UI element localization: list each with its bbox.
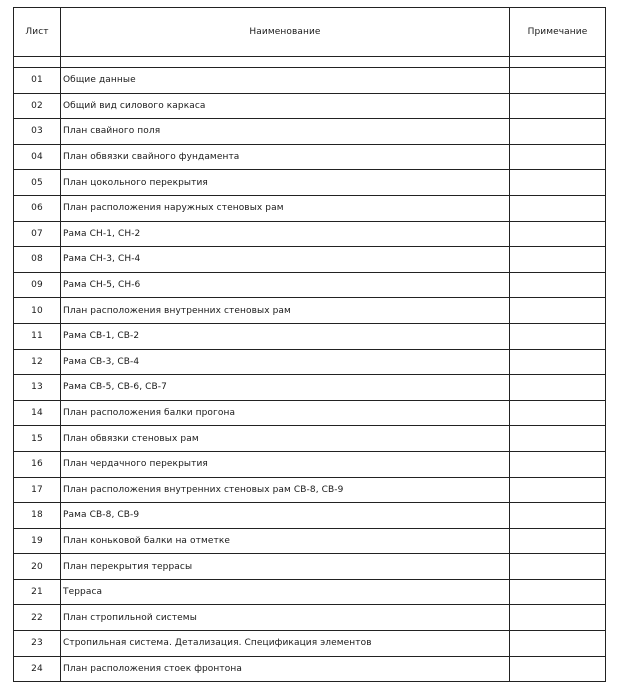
table-header <box>14 8 606 57</box>
cell-note <box>510 144 606 170</box>
cell-note <box>510 221 606 247</box>
top-edge-mark <box>248 0 308 2</box>
cell-sheet-title: Общие данные <box>61 68 510 94</box>
cell-note <box>510 631 606 657</box>
cell-sheet-number: 11 <box>14 323 61 349</box>
table-row <box>14 68 606 94</box>
cell-sheet-title: План цокольного перекрытия <box>61 170 510 196</box>
cell-note <box>510 400 606 426</box>
cell-note <box>510 247 606 273</box>
table-row <box>14 528 606 554</box>
cell-sheet-title: Рама СВ-5, СВ-6, СВ-7 <box>61 375 510 401</box>
cell-sheet-title: Рама СН-3, СН-4 <box>61 247 510 273</box>
cell-sheet-title: План стропильной системы <box>61 605 510 631</box>
cell-sheet-number: 15 <box>14 426 61 452</box>
cell-sheet-title: Общий вид силового каркаса <box>61 93 510 119</box>
header-sheet: Лист <box>14 8 61 57</box>
spacer-cell <box>510 57 606 68</box>
sheet-list-table <box>13 7 606 682</box>
spacer-cell <box>61 57 510 68</box>
cell-note <box>510 298 606 324</box>
cell-sheet-number: 22 <box>14 605 61 631</box>
table-row <box>14 451 606 477</box>
cell-note <box>510 375 606 401</box>
table-row <box>14 375 606 401</box>
cell-sheet-title: План перекрытия террасы <box>61 554 510 580</box>
cell-sheet-title: План расположения наружных стеновых рам <box>61 195 510 221</box>
header-name: Наименование <box>61 8 510 57</box>
table-row <box>14 170 606 196</box>
cell-sheet-title: План расположения стоек фронтона <box>61 656 510 682</box>
cell-note <box>510 426 606 452</box>
cell-sheet-number: 24 <box>14 656 61 682</box>
cell-sheet-number: 07 <box>14 221 61 247</box>
cell-note <box>510 323 606 349</box>
cell-note <box>510 528 606 554</box>
table-row <box>14 119 606 145</box>
cell-sheet-title: Рама СН-1, СН-2 <box>61 221 510 247</box>
cell-note <box>510 170 606 196</box>
cell-sheet-number: 19 <box>14 528 61 554</box>
cell-sheet-title: Рама СН-5, СН-6 <box>61 272 510 298</box>
cell-sheet-number: 04 <box>14 144 61 170</box>
cell-sheet-number: 02 <box>14 93 61 119</box>
table-row <box>14 656 606 682</box>
cell-sheet-title: План чердачного перекрытия <box>61 451 510 477</box>
cell-sheet-number: 01 <box>14 68 61 94</box>
table-body <box>14 57 606 682</box>
spacer-row <box>14 57 606 68</box>
cell-note <box>510 451 606 477</box>
table-row <box>14 503 606 529</box>
table-row <box>14 631 606 657</box>
cell-note <box>510 68 606 94</box>
cell-sheet-number: 17 <box>14 477 61 503</box>
cell-sheet-number: 13 <box>14 375 61 401</box>
table-row <box>14 298 606 324</box>
cell-sheet-number: 16 <box>14 451 61 477</box>
cell-sheet-title: Терраса <box>61 579 510 605</box>
table-row <box>14 272 606 298</box>
table-row <box>14 400 606 426</box>
cell-sheet-title: Рама СВ-3, СВ-4 <box>61 349 510 375</box>
cell-sheet-number: 09 <box>14 272 61 298</box>
cell-sheet-title: План обвязки стеновых рам <box>61 426 510 452</box>
header-note: Примечание <box>510 8 606 57</box>
cell-note <box>510 503 606 529</box>
cell-sheet-title: Стропильная система. Детализация. Спецификация элементов <box>61 631 510 657</box>
header-row <box>14 8 606 57</box>
table-row <box>14 195 606 221</box>
table-row <box>14 221 606 247</box>
spacer-cell <box>14 57 61 68</box>
cell-sheet-title: План расположения балки прогона <box>61 400 510 426</box>
table-row <box>14 349 606 375</box>
cell-sheet-number: 18 <box>14 503 61 529</box>
cell-sheet-number: 14 <box>14 400 61 426</box>
cell-sheet-title: План расположения внутренних стеновых рам <box>61 298 510 324</box>
cell-sheet-title: План обвязки свайного фундамента <box>61 144 510 170</box>
cell-sheet-title: План расположения внутренних стеновых рам СВ-8, СВ-9 <box>61 477 510 503</box>
cell-sheet-title: Рама СВ-1, СВ-2 <box>61 323 510 349</box>
cell-sheet-number: 23 <box>14 631 61 657</box>
cell-sheet-number: 03 <box>14 119 61 145</box>
cell-note <box>510 579 606 605</box>
cell-sheet-number: 08 <box>14 247 61 273</box>
cell-sheet-number: 10 <box>14 298 61 324</box>
cell-note <box>510 554 606 580</box>
cell-sheet-number: 12 <box>14 349 61 375</box>
cell-note <box>510 605 606 631</box>
cell-sheet-number: 05 <box>14 170 61 196</box>
cell-sheet-number: 06 <box>14 195 61 221</box>
cell-sheet-title: План коньковой балки на отметке <box>61 528 510 554</box>
table-row <box>14 323 606 349</box>
cell-sheet-title: План свайного поля <box>61 119 510 145</box>
table-row <box>14 93 606 119</box>
cell-note <box>510 93 606 119</box>
table-row <box>14 144 606 170</box>
table-row <box>14 579 606 605</box>
cell-sheet-number: 21 <box>14 579 61 605</box>
table-row <box>14 477 606 503</box>
cell-note <box>510 119 606 145</box>
table-row <box>14 426 606 452</box>
table-row <box>14 605 606 631</box>
cell-sheet-title: Рама СВ-8, СВ-9 <box>61 503 510 529</box>
cell-sheet-number: 20 <box>14 554 61 580</box>
cell-note <box>510 272 606 298</box>
table-row <box>14 247 606 273</box>
cell-note <box>510 477 606 503</box>
table-row <box>14 554 606 580</box>
cell-note <box>510 349 606 375</box>
cell-note <box>510 195 606 221</box>
cell-note <box>510 656 606 682</box>
